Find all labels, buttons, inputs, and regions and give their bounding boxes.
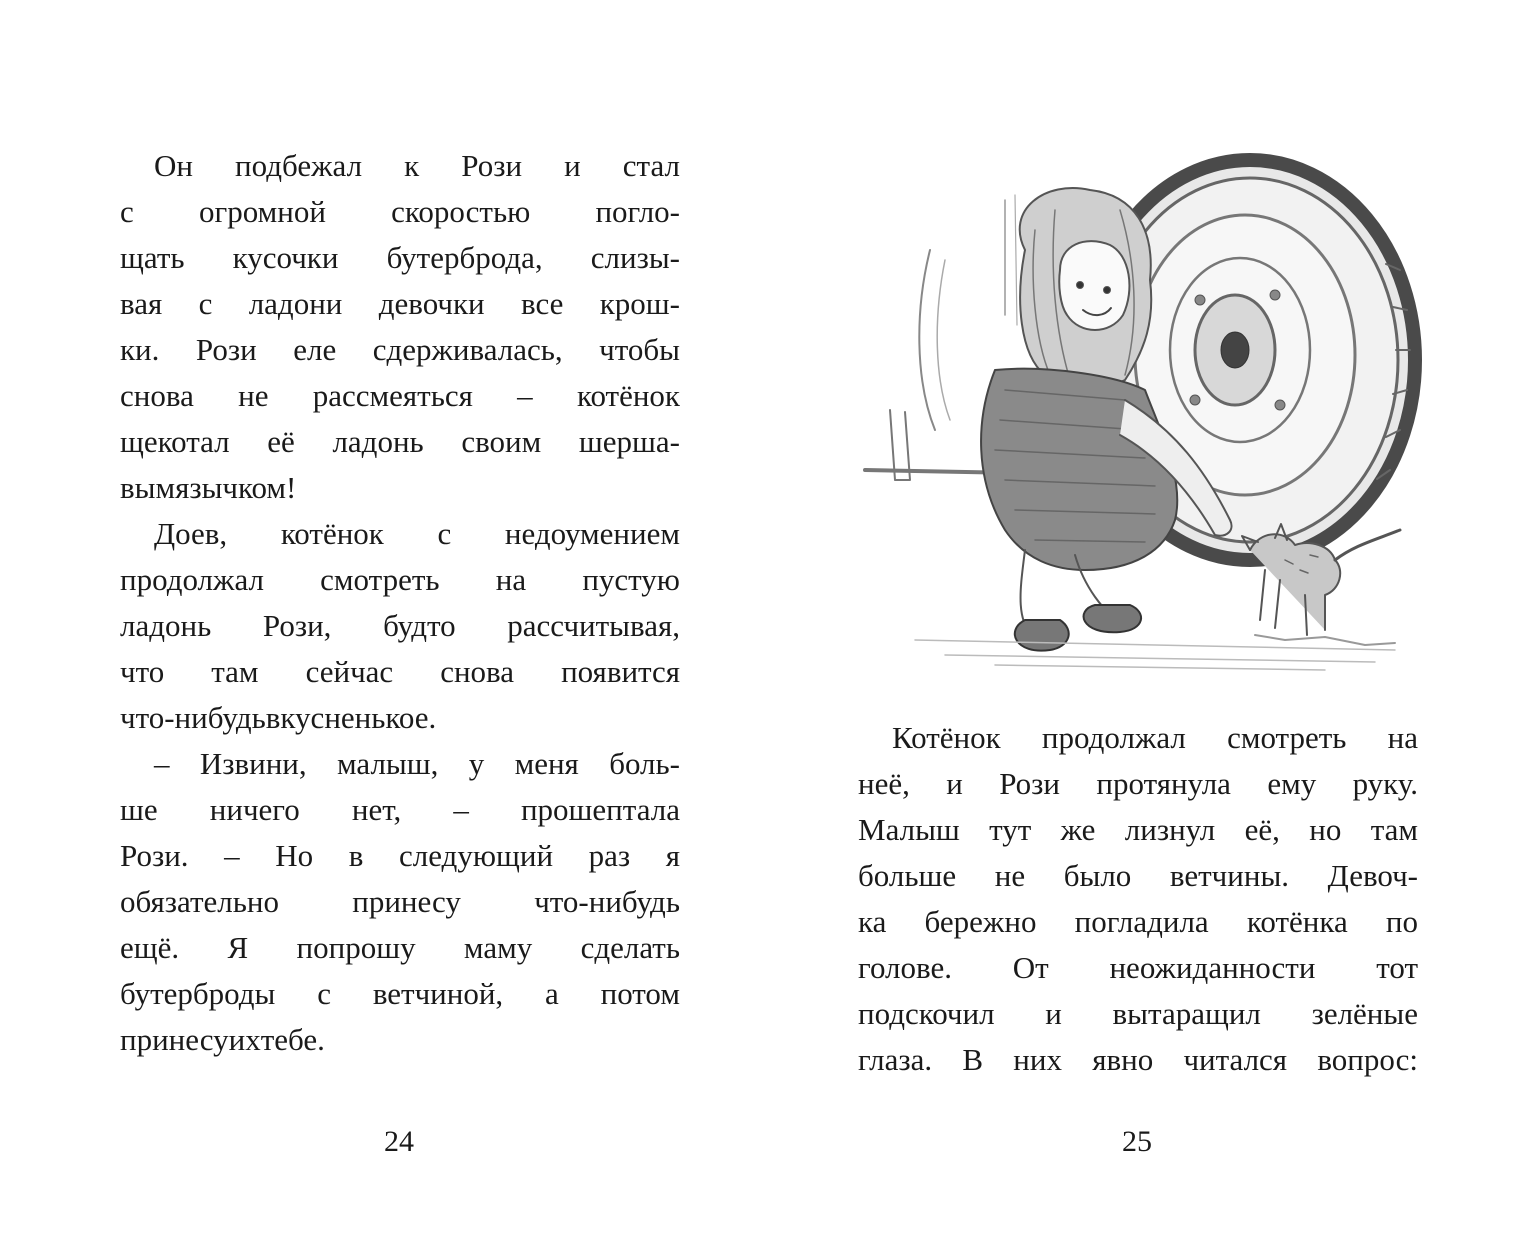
word: Малыш	[858, 812, 960, 847]
word: там	[211, 654, 259, 689]
text-line	[120, 741, 680, 787]
word: прошептала	[520, 792, 680, 827]
word: щать	[120, 240, 185, 275]
word: что-нибудь	[534, 884, 680, 919]
word: –	[154, 746, 170, 781]
word: них	[1013, 1042, 1062, 1077]
word: сдерживалась,	[372, 332, 563, 367]
word: погло-	[595, 194, 680, 229]
word: попрошу	[296, 930, 416, 965]
word: ладони	[248, 286, 343, 321]
word: протянула	[1096, 766, 1231, 801]
text-line	[858, 715, 1418, 761]
word: снова	[120, 378, 194, 413]
word: с	[437, 516, 452, 551]
page-number-right: 25	[1122, 1125, 1152, 1158]
word: подбежал	[235, 148, 363, 183]
text-line	[120, 787, 680, 833]
word: еле	[293, 332, 337, 367]
text-line	[120, 143, 680, 189]
word: но	[1309, 812, 1342, 847]
text-line	[120, 925, 680, 971]
word: к	[404, 148, 420, 183]
word: Рози.	[120, 838, 189, 873]
word: неожиданности	[1109, 950, 1316, 985]
word: её	[267, 424, 295, 459]
word: не	[238, 378, 269, 413]
text-line	[120, 235, 680, 281]
word: зелёные	[1311, 996, 1418, 1031]
text-line	[120, 649, 680, 695]
word: ше	[120, 792, 158, 827]
word: рассчитывая,	[507, 608, 680, 643]
word: подскочил	[858, 996, 995, 1031]
word: а	[545, 976, 559, 1011]
word: не	[994, 858, 1026, 893]
word: ничего	[209, 792, 300, 827]
word: руку.	[1352, 766, 1418, 801]
word: по	[1385, 904, 1418, 939]
word: сделать	[580, 930, 680, 965]
word: котёнок	[576, 378, 680, 413]
text-line	[120, 695, 680, 741]
word: на	[1387, 720, 1418, 755]
word: все	[520, 286, 564, 321]
text-line	[120, 833, 680, 879]
word: вая	[120, 286, 163, 321]
word: продолжал	[1041, 720, 1186, 755]
text-line	[120, 1017, 680, 1063]
word: нет,	[351, 792, 402, 827]
word: Он	[154, 148, 193, 183]
word: вым	[120, 470, 176, 505]
text-line	[858, 761, 1418, 807]
word: крош-	[599, 286, 680, 321]
word: что-нибудь	[120, 700, 266, 735]
text-line	[858, 899, 1418, 945]
word: появится	[561, 654, 680, 689]
text-line	[120, 465, 680, 511]
word: ещё.	[120, 930, 180, 965]
word: котёнка	[1246, 904, 1348, 939]
word: лизнул	[1124, 812, 1216, 847]
text-line	[858, 945, 1418, 991]
word: ладонь	[120, 608, 212, 643]
word: же	[1060, 812, 1096, 847]
word: ладонь	[332, 424, 424, 459]
page-number-left: 24	[384, 1125, 414, 1158]
word: в	[348, 838, 364, 873]
text-line	[120, 603, 680, 649]
word: шерша-	[578, 424, 680, 459]
word: раз	[588, 838, 631, 873]
word: В	[962, 1042, 984, 1077]
word: кусочки	[232, 240, 339, 275]
word: Но	[275, 838, 314, 873]
word: обязательно	[120, 884, 279, 919]
word: тебе.	[260, 1022, 325, 1057]
word: вкусненькое.	[265, 700, 437, 735]
word: я	[665, 838, 680, 873]
word: вытаращил	[1112, 996, 1261, 1031]
word: скоростью	[391, 194, 531, 229]
word: с	[317, 976, 331, 1011]
word: –	[224, 838, 240, 873]
word: и	[564, 148, 581, 183]
word: маму	[463, 930, 533, 965]
word: боль-	[609, 746, 680, 781]
word: там	[1370, 812, 1418, 847]
word: голове.	[858, 950, 952, 985]
word: было	[1063, 858, 1132, 893]
word: Доев,	[154, 516, 228, 551]
word: с	[198, 286, 213, 321]
text-line	[120, 189, 680, 235]
word: глаза.	[858, 1042, 933, 1077]
word: ветчины.	[1169, 858, 1290, 893]
word: на	[495, 562, 527, 597]
word: малыш,	[337, 746, 439, 781]
word: с	[120, 194, 134, 229]
word: принесу	[120, 1022, 229, 1057]
word: что	[120, 654, 165, 689]
word: у	[468, 746, 485, 781]
word: ветчиной,	[372, 976, 504, 1011]
word: ка	[858, 904, 887, 939]
word: рассмеяться	[312, 378, 473, 413]
word: следующий	[398, 838, 554, 873]
text-line	[120, 419, 680, 465]
text-line	[120, 327, 680, 373]
word: продолжал	[120, 562, 264, 597]
word: и	[1045, 996, 1062, 1031]
word: Рози	[195, 332, 257, 367]
word: снова	[440, 654, 515, 689]
word: язычком!	[175, 470, 297, 505]
word: стал	[622, 148, 680, 183]
word: бережно	[924, 904, 1037, 939]
word: слизы-	[590, 240, 680, 275]
word: смотреть	[320, 562, 440, 597]
illustration-girl-kitten-wheel	[855, 150, 1425, 680]
word: бутерброда,	[386, 240, 543, 275]
word: –	[453, 792, 469, 827]
text-line	[120, 373, 680, 419]
word: тот	[1376, 950, 1418, 985]
word: Рози	[461, 148, 523, 183]
word: погладила	[1074, 904, 1209, 939]
word: Рози,	[262, 608, 332, 643]
word: девочки	[378, 286, 485, 321]
word: принесу	[352, 884, 461, 919]
text-line	[120, 971, 680, 1017]
word: своим	[461, 424, 542, 459]
word: меня	[514, 746, 579, 781]
word: Извини,	[199, 746, 307, 781]
word: пустую	[582, 562, 680, 597]
word: Котёнок	[892, 720, 1001, 755]
word: будто	[383, 608, 456, 643]
text-line	[120, 281, 680, 327]
word: её,	[1244, 812, 1280, 847]
word: сейчас	[305, 654, 394, 689]
text-line	[858, 853, 1418, 899]
word: котёнок	[280, 516, 384, 551]
text-line	[858, 1037, 1418, 1083]
text-line	[120, 557, 680, 603]
word: Я	[227, 930, 249, 965]
word: чтобы	[599, 332, 680, 367]
word: огромной	[198, 194, 326, 229]
word: потом	[600, 976, 680, 1011]
word: бутерброды	[120, 976, 276, 1011]
text-line	[858, 991, 1418, 1037]
word: От	[1012, 950, 1049, 985]
word: щекотал	[120, 424, 230, 459]
word: ки.	[120, 332, 160, 367]
word: неё,	[858, 766, 910, 801]
word: и	[946, 766, 963, 801]
word: их	[228, 1022, 261, 1057]
text-line	[120, 879, 680, 925]
word: –	[517, 378, 533, 413]
word: явно	[1092, 1042, 1154, 1077]
word: смотреть	[1227, 720, 1347, 755]
text-line	[858, 807, 1418, 853]
word: Девоч-	[1327, 858, 1418, 893]
word: тут	[989, 812, 1032, 847]
word: ему	[1267, 766, 1317, 801]
word: больше	[858, 858, 957, 893]
word: недоумением	[504, 516, 680, 551]
text-line	[120, 511, 680, 557]
word: вопрос:	[1317, 1042, 1418, 1077]
word: Рози	[999, 766, 1061, 801]
word: читался	[1183, 1042, 1288, 1077]
